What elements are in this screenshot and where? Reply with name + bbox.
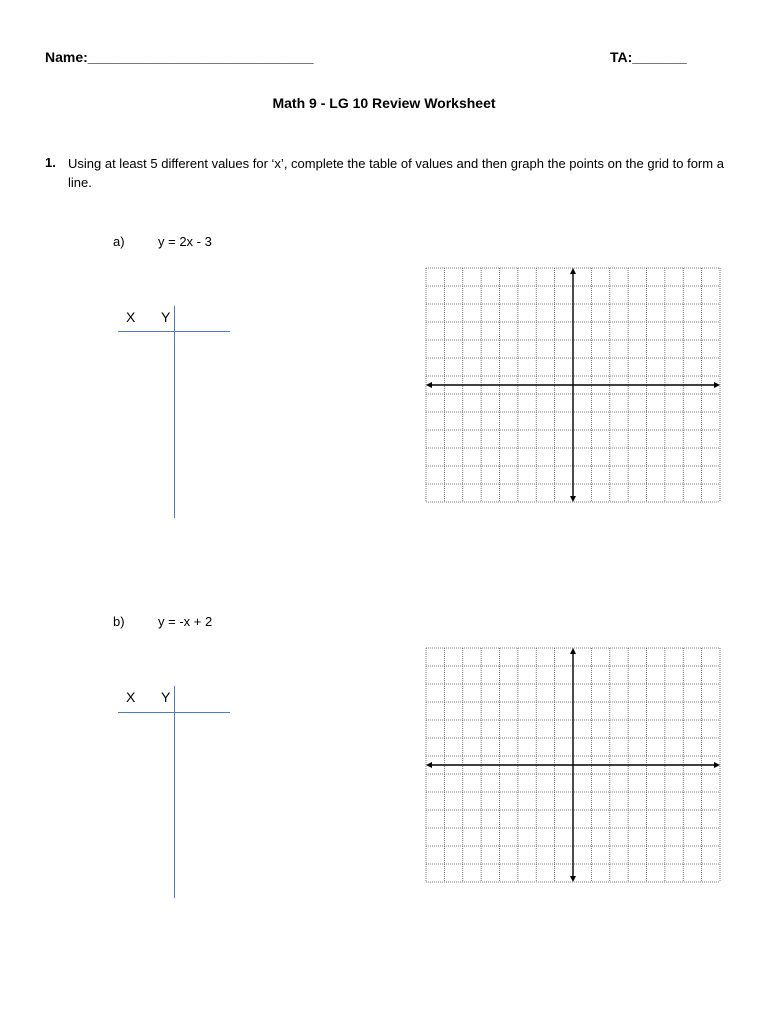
table-y-header: Y — [161, 689, 171, 705]
part-a-coordinate-grid[interactable] — [426, 268, 720, 502]
table-column-divider — [174, 686, 175, 898]
arrow-down-icon — [570, 876, 576, 882]
ta-field-label: TA:_______ — [610, 49, 687, 65]
arrow-up-icon — [570, 648, 576, 654]
arrow-down-icon — [570, 496, 576, 502]
arrow-up-icon — [570, 268, 576, 274]
name-field-label: Name:_____________________________ — [45, 49, 314, 65]
table-x-header: X — [126, 309, 136, 325]
part-b-coordinate-grid[interactable] — [426, 648, 720, 882]
worksheet-title: Math 9 - LG 10 Review Worksheet — [272, 95, 496, 111]
part-a-equation: y = 2x - 3 — [158, 234, 212, 249]
question-number: 1. — [45, 155, 56, 170]
arrow-left-icon — [426, 382, 432, 388]
question-text: Using at least 5 different values for ‘x’, complete the table of values and then graph the points on the grid to form a line. — [68, 156, 724, 190]
arrow-right-icon — [714, 762, 720, 768]
part-b-equation: y = -x + 2 — [158, 614, 213, 629]
part-a-label: a) — [113, 234, 125, 249]
table-y-header: Y — [161, 309, 171, 325]
part-b-label: b) — [113, 614, 125, 629]
arrow-right-icon — [714, 382, 720, 388]
table-x-header: X — [126, 689, 136, 705]
arrow-left-icon — [426, 762, 432, 768]
table-column-divider — [174, 306, 175, 518]
